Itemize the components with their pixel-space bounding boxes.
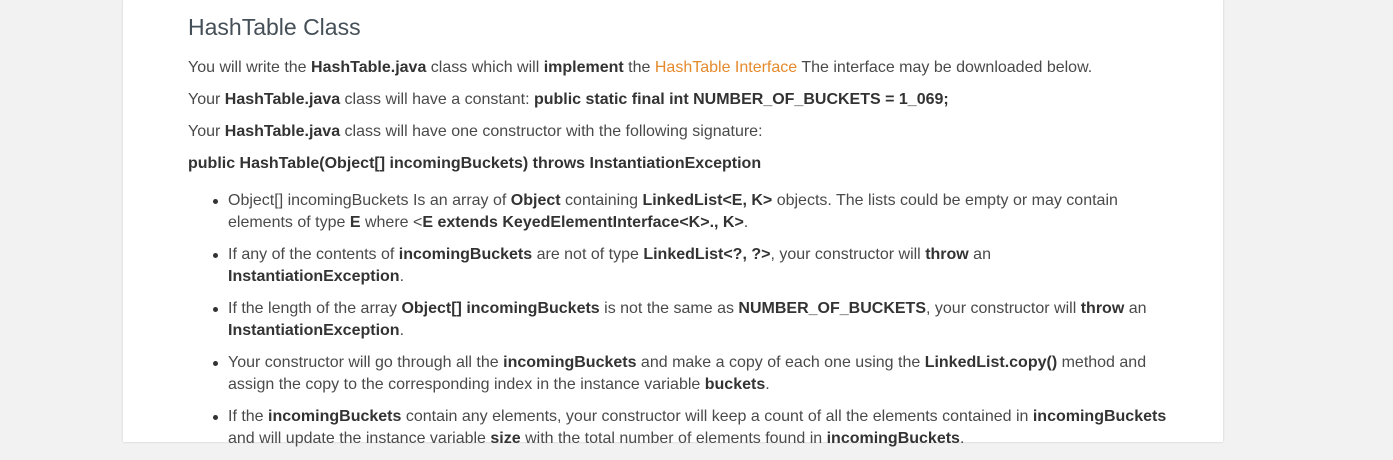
text: are not of type: [532, 246, 644, 263]
list-item: [188, 352, 1168, 396]
term: incomingBuckets: [826, 430, 960, 447]
term: size: [490, 430, 521, 447]
text: , your constructor will: [926, 300, 1081, 317]
page-container: [123, 0, 1223, 447]
text: is not the same as: [599, 300, 739, 317]
term: buckets: [704, 376, 766, 393]
term: incomingBuckets: [268, 408, 402, 425]
text: You will write the: [188, 59, 312, 76]
text: contain any elements, your constructor will keep a count of all the elements contained in: [401, 408, 1033, 425]
text: .: [743, 214, 749, 231]
paragraph-intro: [188, 57, 1092, 79]
class-name: HashTable.java: [311, 59, 427, 76]
class-name: HashTable.java: [224, 91, 341, 108]
text: .: [399, 268, 405, 285]
text: the: [623, 59, 655, 76]
text: Your constructor will go through all the: [228, 354, 504, 371]
text: Your: [188, 91, 225, 108]
term: LinkedList<?, ?>: [643, 246, 771, 263]
text: .: [765, 376, 770, 393]
list-item: [188, 406, 1168, 450]
text: Object[] incomingBuckets Is an array of: [228, 192, 511, 209]
text: objects. The lists could be empty or may contain elements of type: [228, 192, 1118, 231]
term: E extends KeyedElementInterface<K>., K>: [422, 214, 744, 231]
term: LinkedList<E, K>: [642, 192, 773, 209]
term: incomingBuckets: [503, 354, 637, 371]
term: incomingBuckets: [1032, 408, 1167, 425]
text: an: [1124, 300, 1147, 317]
list-item: [188, 244, 1168, 288]
term: Object[] incomingBuckets: [401, 300, 600, 317]
paragraph-constructor: [188, 121, 763, 143]
text: with the total number of elements found in: [520, 430, 827, 447]
term: InstantiationException: [228, 322, 400, 339]
text: an: [968, 246, 991, 263]
text: If any of the contents of: [228, 246, 399, 263]
text: containing: [560, 192, 643, 209]
term: NUMBER_OF_BUCKETS: [738, 300, 926, 317]
term: InstantiationException: [228, 268, 400, 285]
text: If the length of the array: [228, 300, 402, 317]
paragraph-constant: [188, 89, 949, 111]
text: .: [959, 430, 965, 447]
term: LinkedList.copy(): [924, 354, 1058, 371]
text: If the: [228, 408, 269, 425]
text: class will have a constant:: [340, 91, 534, 108]
term: throw: [925, 246, 969, 263]
text: The interface may be downloaded below.: [797, 59, 1093, 76]
list-item: [188, 298, 1168, 342]
term: Object: [510, 192, 561, 209]
term: incomingBuckets: [398, 246, 533, 263]
text: .: [399, 322, 405, 339]
requirements-list: [188, 190, 1168, 460]
text: and will update the instance variable: [228, 430, 491, 447]
constructor-signature: [188, 153, 761, 175]
signature-text: public HashTable(Object[] incomingBuckets) throws InstantiationException: [188, 155, 762, 172]
keyword: implement: [543, 59, 624, 76]
constant-declaration: public static final int NUMBER_OF_BUCKETS = 1_069;: [533, 91, 949, 108]
text: Your: [188, 123, 225, 140]
text: class which will: [426, 59, 544, 76]
text: , your constructor will: [770, 246, 926, 263]
text: where <: [360, 214, 423, 231]
text: method and assign the copy to the corresponding index in the instance variable: [228, 354, 1147, 393]
text: class will have one constructor with the following signature:: [340, 123, 763, 140]
term: E: [349, 214, 361, 231]
hashtable-interface-link[interactable]: HashTable Interface: [654, 59, 798, 76]
class-name: HashTable.java: [224, 123, 341, 140]
term: throw: [1080, 300, 1125, 317]
text: and make a copy of each one using the: [636, 354, 925, 371]
section-title: HashTable Class: [188, 14, 361, 40]
list-item: [188, 190, 1168, 234]
